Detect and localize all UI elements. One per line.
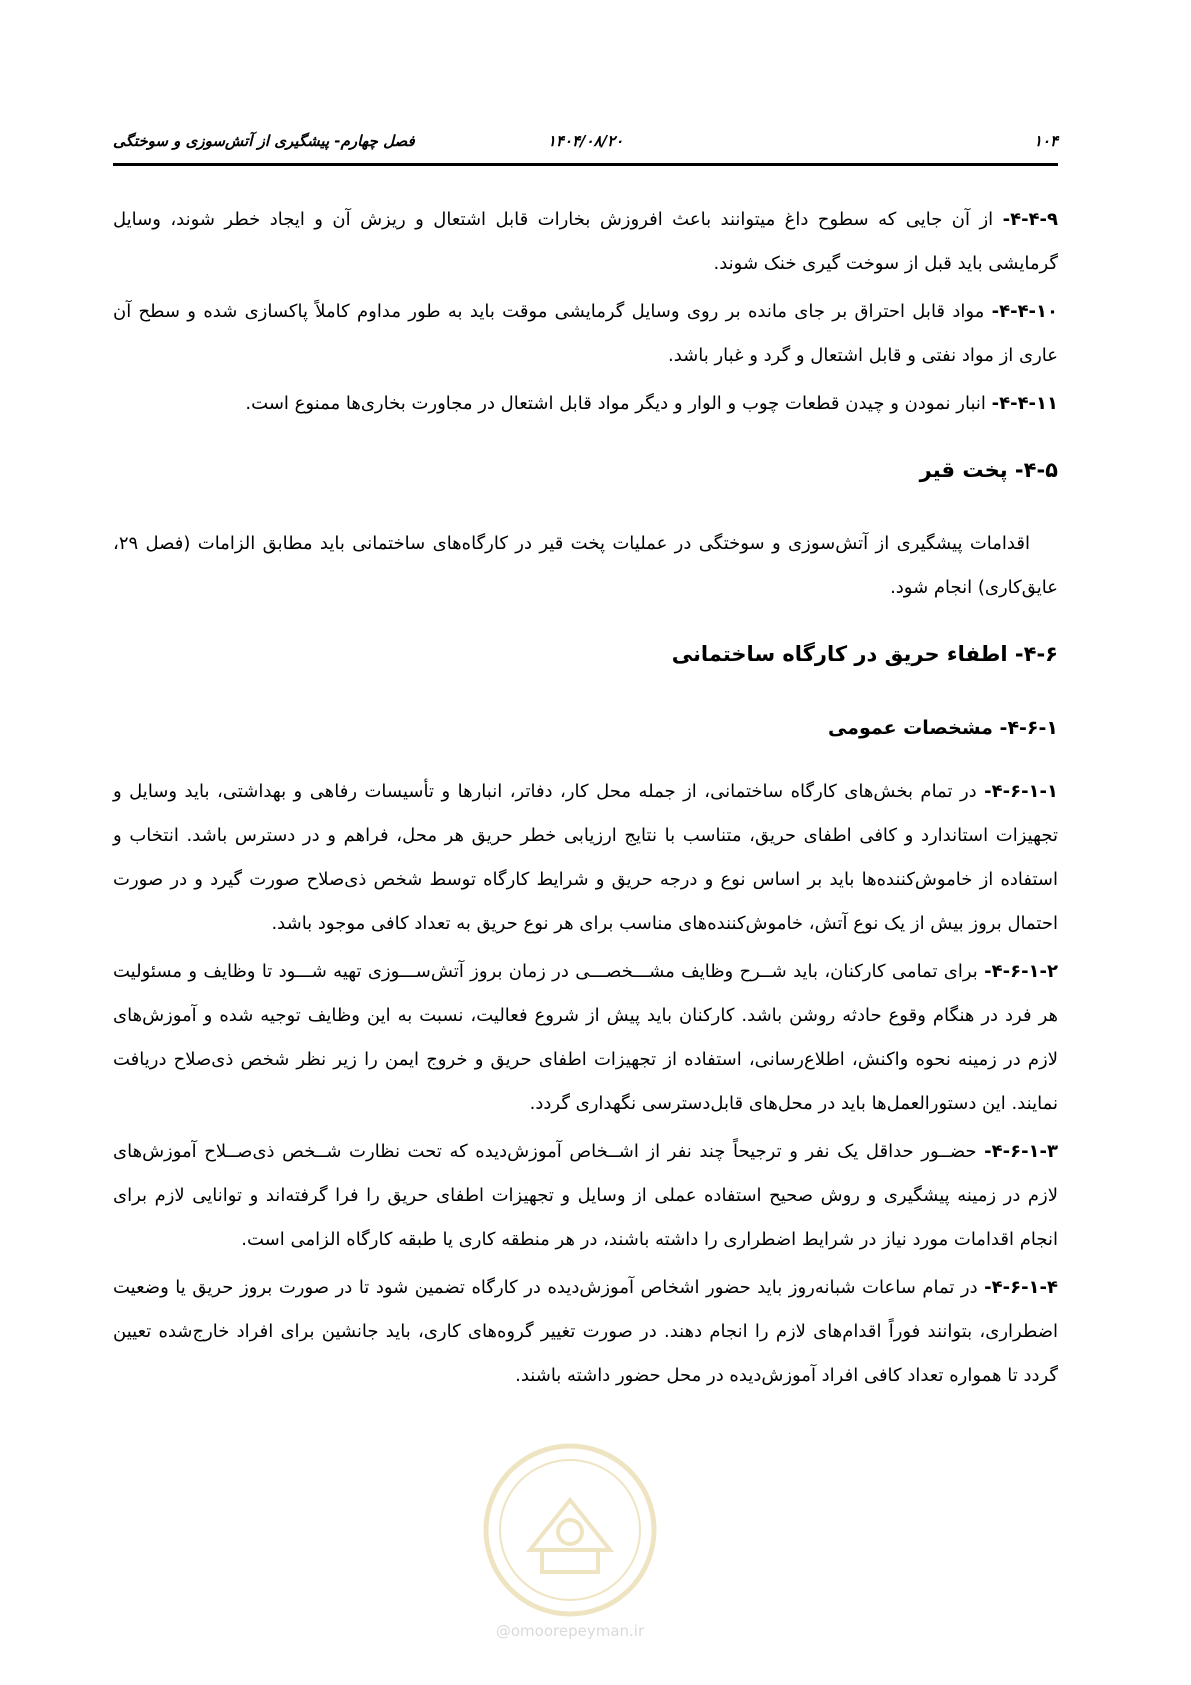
section-4-5-body: اقدامات پیشگیری از آتش‌سوزی و سوختگی در عملیات پخت قیر در کارگاه‌های ساختمانی باید مطابق الزامات (فصل ۲۹، عایق‌کاری) انجام شود.: [113, 533, 1058, 598]
clause-text: از آن جایی که سطوح داغ میتوانند باعث افروزش بخارات قابل اشتعال و ریزش آن و ایجاد خطر شوند، وسایل گرمایشی باید قبل از سوخت گیری خنک شوند.: [113, 209, 1058, 274]
watermark-site: @omoorepeyman.ir: [495, 1622, 645, 1640]
header-date: ۱۴۰۴/۰۸/۲۰: [547, 132, 624, 150]
clause-number: ۴-۶-۱-۲-: [984, 961, 1058, 982]
clause-4-6-1-4: [113, 1266, 1058, 1398]
clause-4-4-10: [113, 290, 1058, 378]
clause-text: در تمام بخش‌های کارگاه ساختمانی، از جمله محل کار، دفاتر، انبارها و تأسیسات رفاهی و بهداشتی، باید وسایل و تجهیزات استاندارد و کافی اطفای حریق، متناسب با نتایج ارزیابی خطر حریق هر محل، فراهم و در دسترس باشد. انتخاب و استفاده از خاموش‌کننده‌ها باید بر اساس نوع و درجه حریق و شرایط کارگاه توسط شخص ذی‌صلاح صورت گیرد و در صورت احتمال بروز بیش از یک نوع آتش، خاموش‌کننده‌های مناسب برای هر نوع حریق به تعداد کافی موجود باشد.: [113, 781, 1058, 934]
clause-number: ۴-۴-۹-: [1002, 209, 1058, 230]
clause-text: در تمام ساعات شبانه‌روز باید حضور اشخاص آموزش‌دیده در کارگاه تضمین شود تا در صورت بروز حریق یا وضعیت اضطراری، بتوانند فوراً اقدام‌های لازم را انجام دهند. در صورت تغییر گروه‌های کاری، باید جانشین برای افراد خارج‌شده تعیین گردد تا همواره تعداد کافی افراد آموزش‌دیده در محل حضور داشته باشند.: [113, 1277, 1058, 1386]
chapter-title: فصل چهارم- پیشگیری از آتش‌سوزی و سوختگی: [113, 132, 415, 150]
clause-number: ۴-۴-۱۰-: [991, 301, 1058, 322]
clause-4-4-9: [113, 198, 1058, 286]
clause-4-6-1-3: [113, 1130, 1058, 1262]
page-number: ۱۰۴: [1033, 132, 1058, 150]
watermark: [480, 1440, 660, 1650]
section-title-4-6: ۴-۶- اطفاء حریق در کارگاه ساختمانی: [671, 642, 1058, 666]
clause-4-6-1-2: [113, 950, 1058, 1126]
subsection-title-4-6-1: ۴-۶-۱- مشخصات عمومی: [827, 717, 1058, 739]
clause-text: انبار نمودن و چیدن قطعات چوب و الوار و دیگر مواد قابل اشتعال در مجاورت بخاری‌ها ممنوع است.: [245, 393, 992, 414]
page-header: [113, 126, 1058, 156]
page-content: [113, 198, 1058, 1402]
header-divider: [113, 163, 1058, 166]
clause-text: حضــور حداقل یک نفر و ترجیحاً چند نفر از اشــخاص آموزش‌دیده که تحت نظارت شــخص ذی‌صــلاح آموزش‌های لازم در زمینه پیشگیری و روش صحیح استفاده عملی از وسایل و تجهیزات اطفای حریق را فرا گرفته‌اند و توانایی لازم برای انجام اقدامات مورد نیاز در شرایط اضطراری را داشته باشند، در هر منطقه کاری یا طبقه کارگاه الزامی است.: [113, 1141, 1058, 1250]
clause-text: برای تمامی کارکنان، باید شــرح وظایف مشـــخصـــی در زمان بروز آتش‌ســـوزی تهیه شـــود تا وظایف و مسئولیت هر فرد در هنگام وقوع حادثه روشن باشد. کارکنان باید پیش از شروع فعالیت، نسبت به این وظایف توجیه شده و آموزش‌های لازم در زمینه نحوه واکنش، اطلاع‌رسانی، استفاده از تجهیزات اطفای حریق و خروج ایمن را زیر نظر شخص ذی‌صلاح دریافت نمایند. این دستورالعمل‌ها باید در محل‌های قابل‌دسترسی نگهداری گردد.: [113, 961, 1058, 1114]
clause-number: ۴-۴-۱۱-: [991, 393, 1058, 414]
section-title-4-5: ۴-۵- پخت قیر: [919, 458, 1058, 482]
clause-number: ۴-۶-۱-۱-: [984, 781, 1058, 802]
clause-4-4-11: [113, 382, 1058, 426]
clause-number: ۴-۶-۱-۴-: [984, 1277, 1058, 1298]
clause-number: ۴-۶-۱-۳-: [984, 1141, 1058, 1162]
clause-text: مواد قابل احتراق بر جای مانده بر روی وسایل گرمایشی موقت باید به طور مداوم کاملاً پاکسازی شده و سطح آن عاری از مواد نفتی و قابل اشتعال و گرد و غبار باشد.: [113, 301, 1058, 366]
watermark-seal-icon: [480, 1440, 660, 1620]
clause-4-6-1-1: [113, 770, 1058, 946]
